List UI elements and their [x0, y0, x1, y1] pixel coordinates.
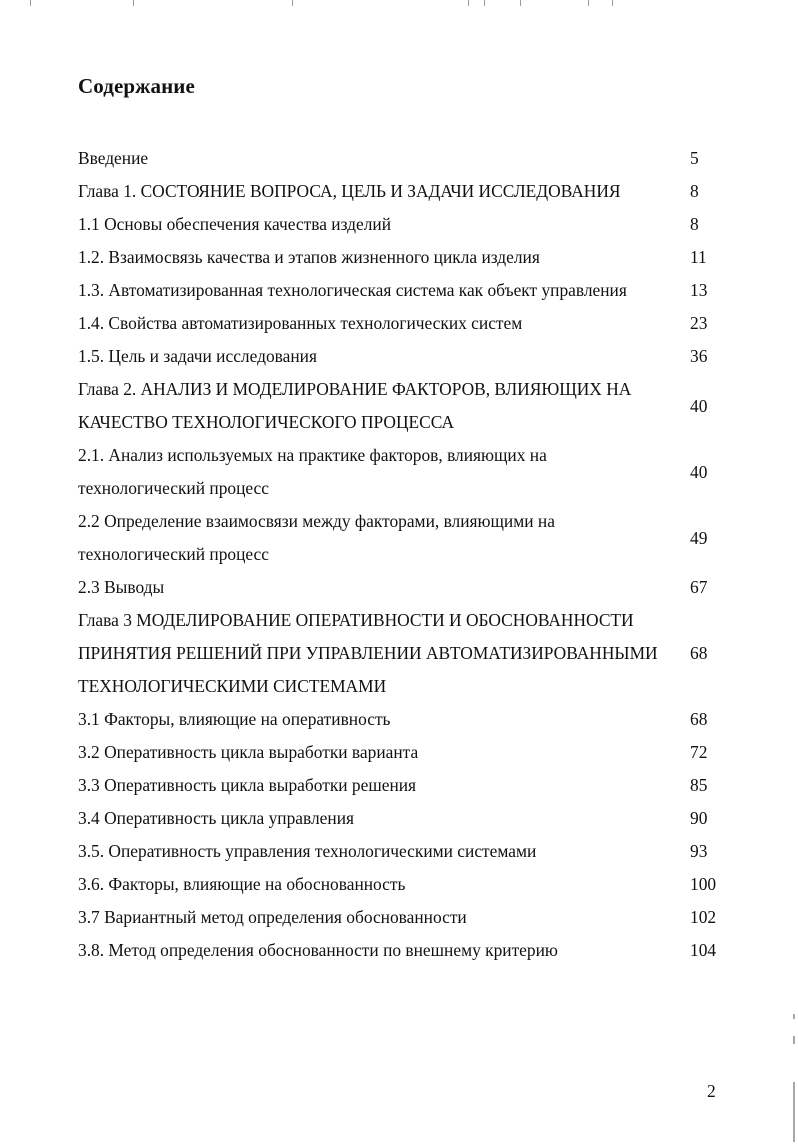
toc-entry — [78, 307, 728, 340]
toc-entry-title: 1.5. Цель и задачи исследования — [78, 346, 317, 366]
toc-entry-title: Глава 1. СОСТОЯНИЕ ВОПРОСА, ЦЕЛЬ И ЗАДАЧИ ИССЛЕДОВАНИЯ — [78, 181, 621, 201]
toc-entry-title: 1.2. Взаимосвязь качества и этапов жизненного цикла изделия — [78, 247, 540, 267]
toc-entry-title: 3.4 Оперативность цикла управления — [78, 808, 354, 828]
page-title: Содержание — [78, 74, 195, 98]
toc-entry — [78, 604, 728, 703]
toc-entry — [78, 505, 728, 571]
toc-entry-page: 5 — [690, 148, 699, 168]
toc-entry-page: 8 — [690, 214, 699, 234]
toc-entry-page: 11 — [690, 247, 707, 267]
toc-entry-title: 3.1 Факторы, влияющие на оперативность — [78, 709, 391, 729]
toc-entry-title: 1.1 Основы обеспечения качества изделий — [78, 214, 392, 234]
toc-entry-title: Глава 3 МОДЕЛИРОВАНИЕ ОПЕРАТИВНОСТИ И ОБОСНОВАННОСТИ ПРИНЯТИЯ РЕШЕНИЙ ПРИ УПРАВЛЕНИИ АВТОМАТИЗИРОВАННЫМИ ТЕХНОЛОГИЧЕСКИМИ СИСТЕМАМИ — [78, 610, 658, 696]
toc-entry — [78, 835, 728, 868]
toc-entry-page: 49 — [690, 527, 708, 548]
toc-entry — [78, 769, 728, 802]
toc-entry-title: 3.2 Оперативность цикла выработки варианта — [78, 742, 419, 762]
toc-entry-page: 40 — [690, 461, 708, 482]
toc-entry — [78, 571, 728, 604]
toc-entry — [78, 241, 728, 274]
scan-top-edge-marks — [0, 0, 798, 10]
toc-entry — [78, 274, 728, 307]
toc-entry — [78, 802, 728, 835]
toc-entry-page: 102 — [690, 907, 717, 927]
toc-entry — [78, 340, 728, 373]
toc-entry-title: 2.1. Анализ используемых на практике факторов, влияющих на технологический процесс — [78, 445, 547, 498]
toc-entry — [78, 208, 728, 241]
toc-entry-title: Введение — [78, 148, 149, 168]
toc-entry-page: 68 — [690, 709, 708, 729]
toc-entry-page: 104 — [690, 940, 717, 960]
toc-entry-page: 40 — [690, 395, 708, 416]
toc-entry-title: Глава 2. АНАЛИЗ И МОДЕЛИРОВАНИЕ ФАКТОРОВ, ВЛИЯЮЩИХ НА КАЧЕСТВО ТЕХНОЛОГИЧЕСКОГО ПРОЦЕССА — [78, 379, 632, 432]
scan-right-edge-marks — [793, 1010, 796, 1140]
toc-entry — [78, 373, 728, 439]
toc-entry-title: 3.7 Вариантный метод определения обоснованности — [78, 907, 467, 927]
table-of-contents — [78, 142, 728, 967]
toc-entry-page: 68 — [690, 643, 708, 663]
toc-entry — [78, 439, 728, 505]
toc-entry-page: 93 — [690, 841, 708, 861]
toc-entry-page: 100 — [690, 874, 717, 894]
toc-entry-title: 3.6. Факторы, влияющие на обоснованность — [78, 874, 406, 894]
toc-entry — [78, 868, 728, 901]
toc-entry — [78, 901, 728, 934]
page-number: 2 — [707, 1081, 716, 1101]
toc-entry-page: 36 — [690, 346, 708, 366]
toc-entry-title: 1.4. Свойства автоматизированных технологических систем — [78, 313, 523, 333]
toc-entry-page: 67 — [690, 577, 708, 597]
toc-entry — [78, 934, 728, 967]
toc-entry — [78, 736, 728, 769]
toc-entry-title: 2.2 Определение взаимосвязи между факторами, влияющими на технологический процесс — [78, 511, 555, 564]
toc-entry — [78, 703, 728, 736]
toc-entry-title: 3.8. Метод определения обоснованности по внешнему критерию — [78, 940, 558, 960]
toc-entry-title: 1.3. Автоматизированная технологическая система как объект управления — [78, 280, 627, 300]
toc-entry-page: 13 — [690, 280, 708, 300]
toc-entry-page: 23 — [690, 313, 708, 333]
toc-entry-title: 2.3 Выводы — [78, 577, 165, 597]
toc-entry-page: 85 — [690, 775, 708, 795]
toc-entry-title: 3.3 Оперативность цикла выработки решения — [78, 775, 417, 795]
toc-entry-title: 3.5. Оперативность управления технологическими системами — [78, 841, 537, 861]
toc-entry-page: 8 — [690, 181, 699, 201]
toc-entry — [78, 175, 728, 208]
toc-entry-page: 72 — [690, 742, 708, 762]
toc-entry — [78, 142, 728, 175]
toc-entry-page: 90 — [690, 808, 708, 828]
